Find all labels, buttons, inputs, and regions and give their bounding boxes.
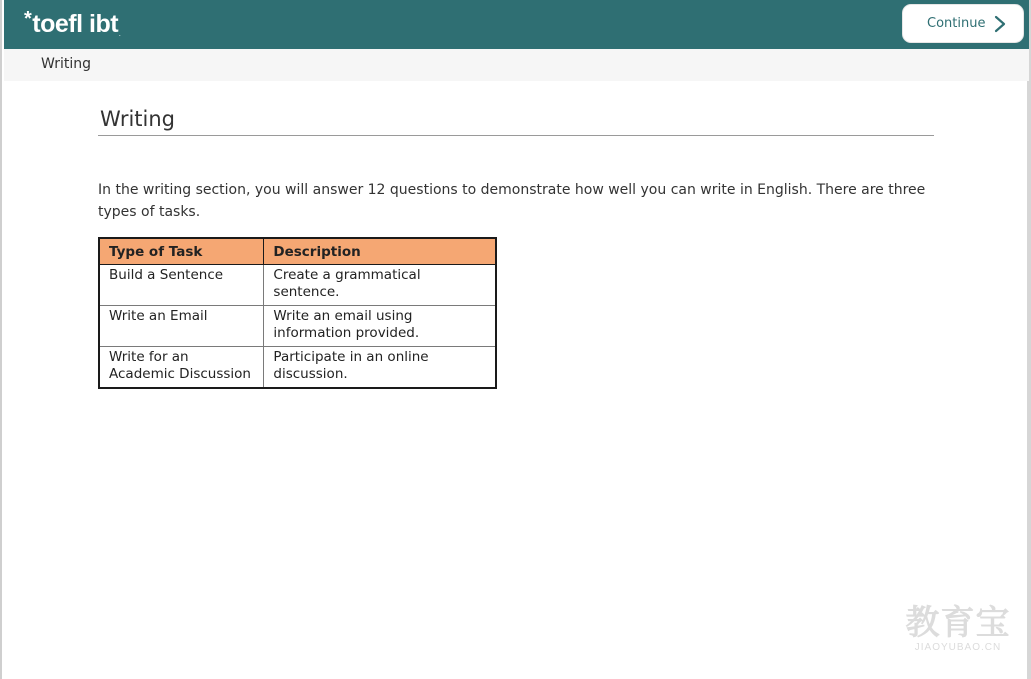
page-title: Writing [98, 104, 934, 136]
task-description-cell: Participate in an online discussion. [264, 347, 496, 389]
continue-button[interactable] [902, 4, 1024, 43]
table-header-row [99, 238, 496, 265]
watermark-chinese-text: 教育宝 [905, 603, 1011, 643]
task-description-cell: Write an email using information provided. [264, 306, 496, 347]
watermark-latin-text: JIAOYUBAO.CN [914, 642, 1002, 653]
section-bar [4, 49, 1029, 81]
logo-text: toefl ibt [32, 10, 119, 38]
task-type-cell: Write for an Academic Discussion [99, 347, 264, 389]
task-type-cell: Build a Sentence [99, 265, 264, 306]
intro-paragraph: In the writing section, you will answer 12 questions to demonstrate how well you can write in English. There are three types of tasks. [98, 182, 926, 220]
task-type-cell: Write an Email [99, 306, 264, 347]
top-bar [4, 0, 1029, 49]
table-row [99, 306, 496, 347]
column-header-type: Type of Task [99, 238, 264, 265]
logo-star-icon: * [24, 8, 32, 30]
logo-mark: . [119, 32, 120, 38]
table-row [99, 265, 496, 306]
toefl-logo [24, 8, 120, 40]
main-content [98, 104, 934, 389]
table-row [99, 347, 496, 389]
task-types-table [98, 237, 497, 389]
task-description-cell: Create a grammatical sentence. [264, 265, 496, 306]
column-header-description: Description [264, 238, 496, 265]
continue-button-label: Continue [927, 16, 986, 31]
chevron-right-icon [993, 15, 1007, 33]
watermark-logo [898, 604, 1018, 658]
breadcrumb-section: Writing [41, 56, 91, 72]
